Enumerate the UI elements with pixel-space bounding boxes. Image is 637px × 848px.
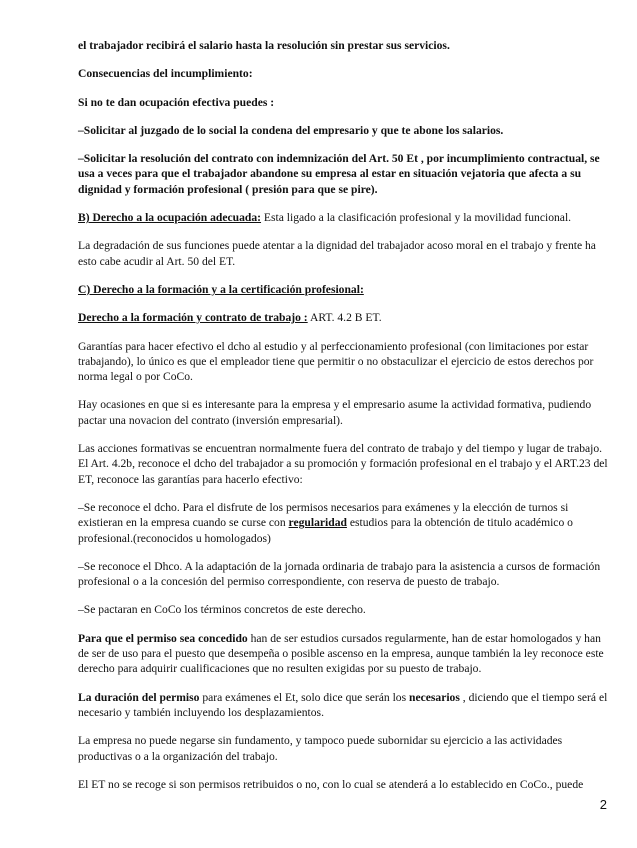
- paragraph-14: –Se reconoce el Dhco. A la adaptación de la jornada ordinaria de trabajo para la asistencia a cursos de formación profesional o a la concesión del permiso correspondiente, con reserva de puesto de trabajo.: [78, 559, 601, 589]
- heading-ocupacion-adecuada: B) Derecho a la ocupación adecuada:: [78, 211, 262, 225]
- paragraph-9-text: ART. 4.2 B ET.: [307, 311, 382, 325]
- document-page: [78, 38, 610, 805]
- paragraph-7: La degradación de sus funciones puede atentar a la dignidad del trabajador acoso moral en el trabajo y frente ha esto cabe acudir al Art. 50 del ET.: [78, 239, 596, 268]
- paragraph-13-a: –Se reconoce el dcho. Para el disfrute de los permisos necesarios para exámenes y la elección de turnos si existieran en la empresa cuando se curse con: [78, 500, 569, 530]
- paragraph-9: [78, 310, 610, 325]
- paragraph-17: [78, 690, 610, 721]
- paragraph-19: El ET no se recoge si son permisos retribuidos o no, con lo cual se atenderá a lo establecido en CoCo., puede: [78, 777, 584, 791]
- paragraph-17-bold: La duración del permiso: [78, 690, 200, 704]
- heading-formacion-contrato: Derecho a la formación y contrato de trabajo :: [78, 311, 308, 325]
- paragraph-16: [78, 631, 610, 677]
- paragraph-13-c: estudios para la obtención de titulo académico o profesional.(reconocidos u homologados): [78, 516, 573, 545]
- paragraph-15: –Se pactaran en CoCo los términos concretos de este derecho.: [78, 603, 366, 617]
- paragraph-18: La empresa no puede negarse sin fundamento, y tampoco puede subornidar su ejercicio a las actividades productivas o a la organización del trabajo.: [78, 734, 563, 763]
- heading-formacion-certificacion: C) Derecho a la formación y a la certificación profesional:: [78, 282, 364, 296]
- paragraph-1: el trabajador recibirá el salario hasta la resolución sin prestar sus servicios.: [78, 39, 450, 52]
- paragraph-11: Hay ocasiones en que si es interesante para la empresa y el empresario asume la actividad formativa, pudiendo pactar una novacion del contrato (inversión empresarial).: [78, 398, 592, 427]
- paragraph-10: Garantías para hacer efectivo el dcho al estudio y al perfeccionamiento profesional (con limitaciones por estar trabajando), lo único es que el empleador tiene que permitir o no obstaculizar el ejercicio de estos derechos por norma legal o por CoCo.: [78, 339, 594, 384]
- paragraph-17-text-a: para exámenes el Et, solo dice que serán los: [199, 690, 409, 704]
- paragraph-6: [78, 210, 610, 225]
- paragraph-16-bold: Para que el permiso sea concedido: [78, 631, 248, 645]
- paragraph-3: Si no te dan ocupación efectiva puedes :: [78, 95, 275, 109]
- paragraph-6-text: Esta ligado a la clasificación profesional y la movilidad funcional.: [261, 211, 572, 225]
- page-number: 2: [599, 797, 607, 812]
- paragraph-5: –Solicitar la resolución del contrato con indemnización del Art. 50 Et , por incumplimiento contractual, se usa a veces para que el trabajador abandone su empresa al estar en situación vejatoria que afecta a su dignidad y formación profesional ( presión para que se pire).: [78, 152, 600, 196]
- paragraph-17-text-b: , diciendo que el tiempo será el necesario y también incluyendo los desplazamientos.: [78, 690, 608, 719]
- paragraph-13: [78, 500, 610, 546]
- paragraph-17-emphasis: necesarios: [409, 690, 460, 704]
- paragraph-4: –Solicitar al juzgado de lo social la condena del empresario y que te abone los salarios.: [78, 123, 504, 137]
- paragraph-16-text: han de ser estudios cursados regularmente, han de estar homologados y han de ser de uso para el puesto que desempeña o posible ascenso en la empresa, aunque también la ley reconoce este derecho para adquirir cualificaciones que no resulten exigidas por su puesto de trabajo.: [78, 631, 604, 676]
- heading-consecuencias: Consecuencias del incumplimiento:: [78, 67, 253, 81]
- paragraph-12: Las acciones formativas se encuentran normalmente fuera del contrato de trabajo y del tiempo y lugar de trabajo. El Art. 4.2b, reconoce el dcho del trabajador a su promoción y formación profesional en el trabajo y el ART.23 del ET, reconoce las garantías para hacerlo efectivo:: [78, 442, 608, 486]
- paragraph-13-emphasis: regularidad: [288, 516, 347, 530]
